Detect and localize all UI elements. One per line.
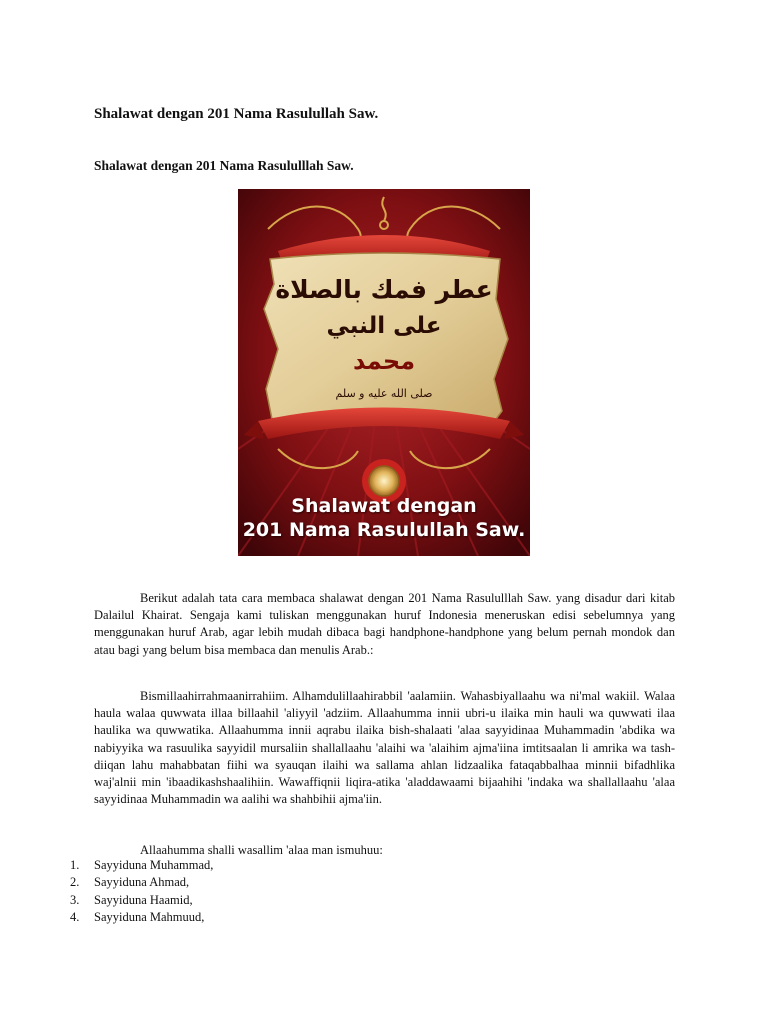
intro-paragraph: Berikut adalah tata cara membaca shalawat dengan 201 Nama Rasululllah Saw. yang disadur dari kitab Dalailul Khairat. Sengaja kami tuliskan menggunakan huruf Indonesia meneruskan edisi sebelumnya yang menggunakan huruf Arab, agar lebih mudah dibaca bagi handphone-handphone yang belum pernah mondok dan atau bagi yang belum bisa membaca dan menulis Arab.: [94,591,675,657]
list-item-number: 1. [70,858,80,872]
list-item-text: Sayyiduna Muhammad, [94,858,214,872]
list-item-text: Sayyiduna Mahmuud, [94,910,205,925]
list-item-number: 2. [70,875,80,890]
poster-caption-line-1: Shalawat dengan [291,495,477,517]
document-title: Shalawat dengan 201 Nama Rasulullah Saw. [94,106,379,122]
poster-caption-line-2: 201 Nama Rasulullah Saw. [242,519,526,541]
list-item-text: Sayyiduna Haamid, [94,892,193,907]
list-item-number: 3. [70,892,80,907]
document-subtitle: Shalawat dengan 201 Nama Rasululllah Saw. [94,158,354,173]
list-item-number: 4. [70,910,80,925]
poster-arabic-line-3: محمد [352,347,416,375]
shalawat-poster-image [238,189,530,556]
poster-arabic-line-1: عطر فمك بالصلاة [275,275,493,304]
shalawat-intro-line: Allaahumma shalli wasallim 'alaa man ismuhuu: [140,843,383,857]
poster-arabic-line-4: صلى الله عليه و سلم [335,387,433,400]
list-item-text: Sayyiduna Ahmad, [94,875,190,890]
opening-prayer-paragraph: Bismillaahirrahmaanirrahiim. Alhamdulillaahirabbil 'aalamiin. Wahasbiyallaahu wa ni'mal wakiil. Walaa haula walaa quwwata illaa billaahil 'aliyyil 'adziim. Allaahumma innii ubri-u ilaika min hauli wa quwwati ilaa haulika wa quwwatika. Allaahumma innii aqrabu ilaika bish-shalaati 'alaa sayyidinaa Muhammadin 'abdika wa nabiyyika wa rasuulika sayyidil mursaliin shallallaahu 'alaihi wa 'alaihim ajma'iina imtitsaalan li amrika wa tash-diiqan lahu mahabbatan fiihi wa syauqan ilaihi wa sallama ahlan lidzaalika fataqabbalhaa minnii bifadhlika waj'alnii min 'ibaadikashshaalihiin. Wawaffiqnii liqira-atika 'aladdawaami bijaahihi 'indaka wa shallallaahu 'alaa sayyidinaa Muhammadin wa aalihi wa shahbihii ajma'iin. [94,689,675,807]
poster-arabic-line-2: على النبي [326,313,442,339]
